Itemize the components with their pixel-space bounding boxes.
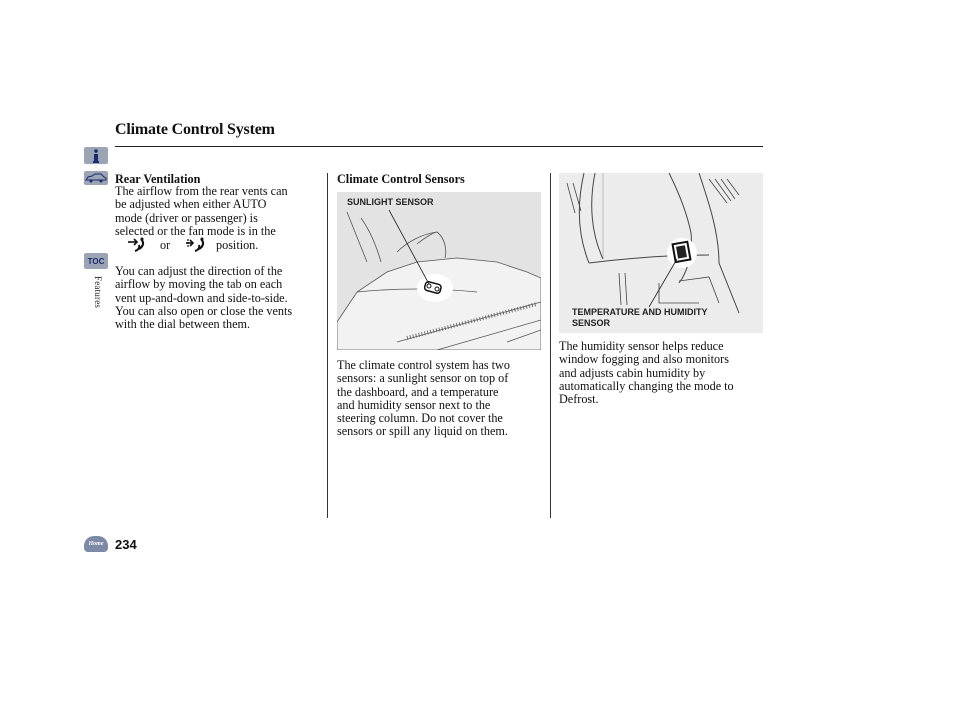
dashboard-illustration: [337, 192, 541, 350]
info-icon: [91, 149, 101, 163]
rear-ventilation-heading: Rear Ventilation: [115, 172, 201, 186]
rear-ventilation-text-2: You can adjust the direction of the airflow by moving the tab on each vent up-and-down and side-to-side. You can also open or close the vents with the dial between them.: [115, 264, 293, 332]
humidity-text: The humidity sensor helps reduce window fogging and also monitors and adjusts cabin humidity by automatically changing the mode to Defrost.: [559, 339, 734, 407]
title-rule: [115, 146, 763, 147]
humidity-sensor-label: TEMPERATURE AND HUMIDITY SENSOR: [572, 307, 708, 328]
page-number: 234: [115, 537, 137, 552]
info-button[interactable]: [84, 147, 108, 164]
floor-defrost-mode-icon: [185, 237, 207, 253]
toc-button[interactable]: [84, 253, 108, 269]
toc-label: TOC: [87, 256, 105, 266]
column-divider-left: [327, 173, 328, 518]
mode-position-text: position.: [216, 238, 259, 252]
floor-vent-mode-icon: [127, 237, 147, 253]
column-divider-right: [550, 173, 551, 518]
page-title: Climate Control System: [115, 121, 275, 138]
car-icon: [85, 173, 107, 183]
sunlight-sensor-figure: [337, 192, 541, 350]
sensors-text: The climate control system has two sensors: a sunlight sensor on top of the dashboard, and a temperature and humidity sensor next to the steering column. Do not cover the sensors or spill any liquid on them.: [337, 358, 510, 439]
section-tab: Features: [93, 276, 103, 309]
vehicle-index-button[interactable]: [84, 171, 108, 185]
sensors-heading: Climate Control Sensors: [337, 172, 465, 186]
home-label: Home: [88, 541, 104, 547]
humidity-sensor-figure: [559, 173, 763, 333]
rear-ventilation-text-1: The airflow from the rear vents can be adjusted when either AUTO mode (driver or passenger) is selected or the fan mode is in the: [115, 184, 288, 238]
home-button[interactable]: [84, 536, 108, 552]
mode-or-text: or: [160, 238, 171, 252]
sunlight-sensor-label: SUNLIGHT SENSOR: [347, 197, 434, 207]
